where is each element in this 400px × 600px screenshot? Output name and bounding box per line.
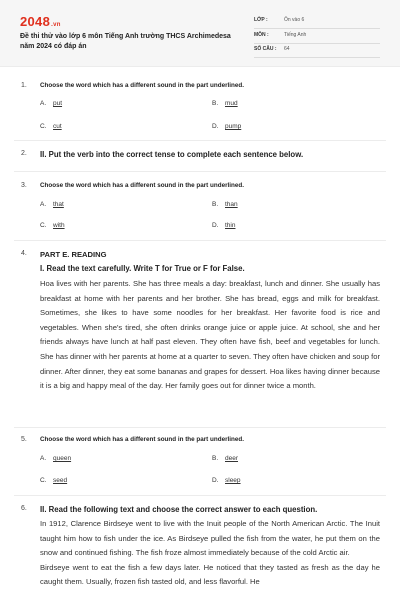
meta-subject-value: Tiếng Anh: [284, 32, 307, 38]
question-divider: [14, 140, 386, 141]
option-a[interactable]: A. queen: [40, 455, 72, 462]
meta-subject-label: MÔN :: [254, 32, 269, 38]
option-c[interactable]: C. with: [40, 222, 65, 229]
option-d[interactable]: D. pump: [212, 123, 242, 130]
option-b[interactable]: B. than: [212, 201, 238, 208]
question-prompt: Choose the word which has a different sound in the part underlined.: [40, 82, 244, 89]
passage-paragraph-2: Birdseye went to eat the fish a few days later. He noticed that they tasted as fresh as the day he caught them. Usually, frozen fish tasted old, and less flavorful. He: [40, 562, 380, 587]
option-b[interactable]: B. deer: [212, 455, 239, 462]
document-header: [0, 0, 400, 67]
passage-paragraph-1: In 1912, Clarence Birdseye went to live with the Inuit people of the North American Arctic. The Inuit taught him how to fish under the ice. As Birdseye pulled the fish from the water, he put them on the snow and continued fishing. The fish froze almost immediately because of the cold Arctic air.: [40, 519, 380, 558]
meta-count-value: 64: [284, 46, 290, 52]
question-prompt: Choose the word which has a different sound in the part underlined.: [40, 182, 244, 189]
passage-paragraph: Hoa lives with her parents. She has three meals a day: breakfast, lunch and dinner. She usually has breakfast at home with her parents and her brother. She has bread, eggs and milk for breakfast. Sometimes, she likes to have some noodles for her breakfast. Her favorite food is rice and vegetables. When she's tired, she often drinks orange juice or apple juice. At school, she and her friends always have lunch at half past eleven. They often have fish, beef and vegetables for lunch. She has dinner with her parents at home at a quarter to seven. They often have chicken and soup for dinner. After dinner, they eat some bananas and grapes for dessert. Hoa likes having dinner because it is a big and happy meal of the day. Her family goes out for dinner twice a month.: [40, 279, 380, 391]
question-number: 2.: [21, 150, 27, 157]
meta-class-value: Ôn vào 6: [284, 17, 305, 23]
section-heading: PART E. READING: [40, 250, 107, 259]
meta-count-label: SỐ CÂU :: [254, 46, 277, 52]
option-c[interactable]: C. seed: [40, 477, 68, 484]
question-prompt: II. Put the verb into the correct tense to complete each sentence below.: [40, 150, 304, 159]
question-number: 5.: [21, 436, 27, 443]
meta-count-row: [254, 43, 380, 58]
question-prompt: I. Read the text carefully. Write T for True or F for False.: [40, 264, 245, 273]
meta-subject-row: [254, 29, 380, 44]
option-d[interactable]: D. sleep: [212, 477, 241, 484]
option-b[interactable]: B. mud: [212, 100, 238, 107]
option-d[interactable]: D. thin: [212, 222, 236, 229]
site-logo[interactable]: [20, 14, 61, 29]
option-c[interactable]: C. cut: [40, 123, 62, 130]
option-a[interactable]: A. put: [40, 100, 63, 107]
question-number: 4.: [21, 250, 27, 257]
exam-title: Đề thi thử vào lớp 6 môn Tiếng Anh trường THCS Archimedesa năm 2024 có đáp án: [20, 33, 231, 50]
reading-passage: [40, 277, 380, 394]
reading-passage: [40, 517, 380, 590]
option-a[interactable]: A. that: [40, 201, 64, 208]
question-divider: [14, 171, 386, 172]
question-divider: [14, 240, 386, 241]
logo-main: 2048: [20, 14, 51, 29]
question-prompt: II. Read the following text and choose the correct answer to each question.: [40, 505, 318, 514]
question-number: 6.: [21, 505, 27, 512]
question-divider: [14, 427, 386, 428]
logo-suffix: .vn: [51, 22, 61, 28]
question-prompt: Choose the word which has a different sound in the part underlined.: [40, 436, 244, 443]
question-number: 3.: [21, 182, 27, 189]
meta-class-row: [254, 14, 380, 29]
meta-class-label: LỚP :: [254, 17, 268, 23]
question-divider: [14, 495, 386, 496]
question-number: 1.: [21, 82, 27, 89]
